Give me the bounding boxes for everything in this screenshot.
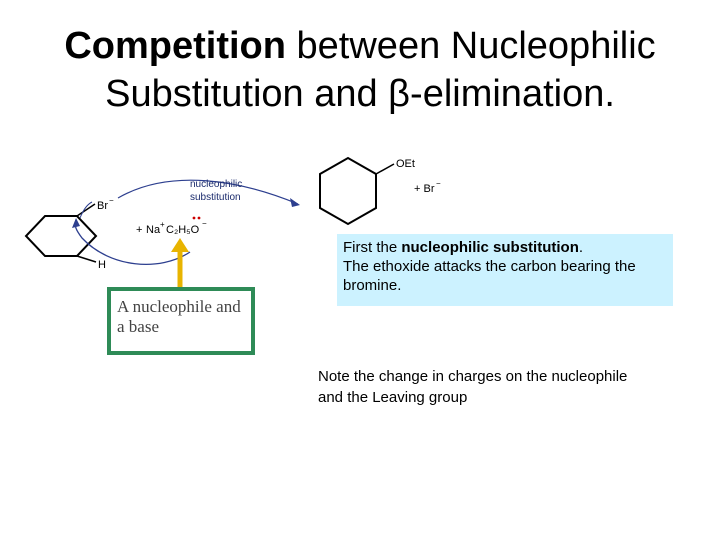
reagent-na: Na: [146, 224, 161, 236]
explanation-box: [337, 234, 673, 306]
callout-arrow-head: [171, 238, 189, 252]
reagent-plus: +: [136, 224, 143, 236]
arrow-label-2: substitution: [190, 192, 241, 203]
lone-pair-dot-1: [193, 217, 196, 220]
callout-box: [107, 287, 255, 355]
byproduct-charge: −: [436, 179, 441, 188]
explanation-body: The ethoxide attacks the carbon bearing the bromine.: [343, 258, 636, 294]
bond-to-oet: [376, 164, 394, 174]
charge-note: Note the change in charges on the nucleophile and the Leaving group: [318, 368, 628, 406]
title-bold: Competition: [64, 25, 286, 67]
ethoxide-charge: −: [202, 219, 207, 228]
callout-text: A nucleophile and a base: [117, 297, 241, 336]
bond-to-br: [77, 204, 95, 216]
title-rest: between Nucleophilic: [285, 25, 656, 67]
reactant-ring: [26, 216, 96, 256]
product-ring: [320, 158, 376, 224]
h-label: H: [98, 259, 106, 271]
explanation-prefix: First the: [343, 239, 402, 256]
product-byproduct: + Br: [414, 183, 435, 195]
slide-title: [0, 22, 720, 118]
br-label: Br: [97, 200, 108, 212]
reaction-arrow-head: [290, 198, 300, 207]
explanation-suffix: .: [578, 239, 584, 256]
reagent-ethoxide: C₂H₅O: [166, 224, 200, 236]
bond-to-h: [77, 256, 96, 262]
arrow-label-1: nucleophilic: [190, 179, 243, 190]
br-charge: −: [109, 196, 114, 205]
na-charge: +: [160, 220, 165, 229]
lone-pair-dot-2: [198, 217, 201, 220]
curved-arrow-head: [72, 218, 80, 228]
product-oet: OEt: [396, 158, 415, 170]
title-line2: Substitution and β-elimination.: [105, 73, 615, 115]
explanation-bold: nucleophilic substitution: [401, 239, 579, 256]
